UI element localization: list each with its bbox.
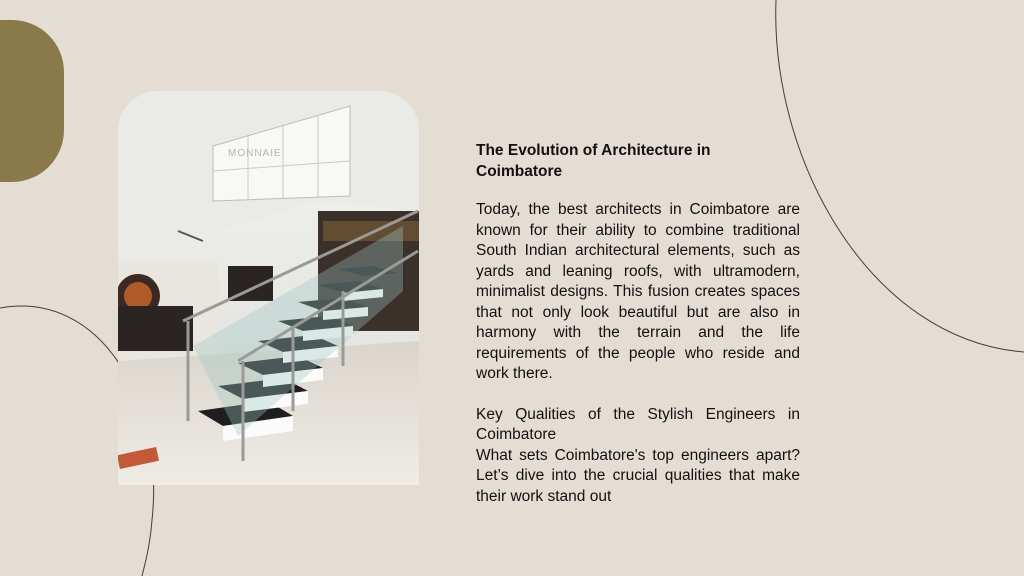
qualities-paragraph: What sets Coimbatore's top engineers apart? Let’s dive into the crucial qualities that make their work stand out [476, 446, 800, 505]
content-text [476, 141, 800, 507]
watermark-text: MONNAIE [228, 148, 282, 159]
intro-paragraph: Today, the best architects in Coimbatore are known for their ability to combine traditional South Indian architectural elements, such as yards and leaning roofs, with ultramodern, minimalist designs. This fusion creates spaces that not only look beautiful but are also in harmony with the terrain and the life requirements of the people who reside and work there. [476, 201, 800, 382]
top-right-arc [776, 0, 1024, 352]
page-title: The Evolution of Architecture in Coimbatore [476, 142, 711, 180]
staircase-photo [118, 91, 419, 485]
subheading: Key Qualities of the Stylish Engineers in Coimbatore [476, 405, 800, 443]
